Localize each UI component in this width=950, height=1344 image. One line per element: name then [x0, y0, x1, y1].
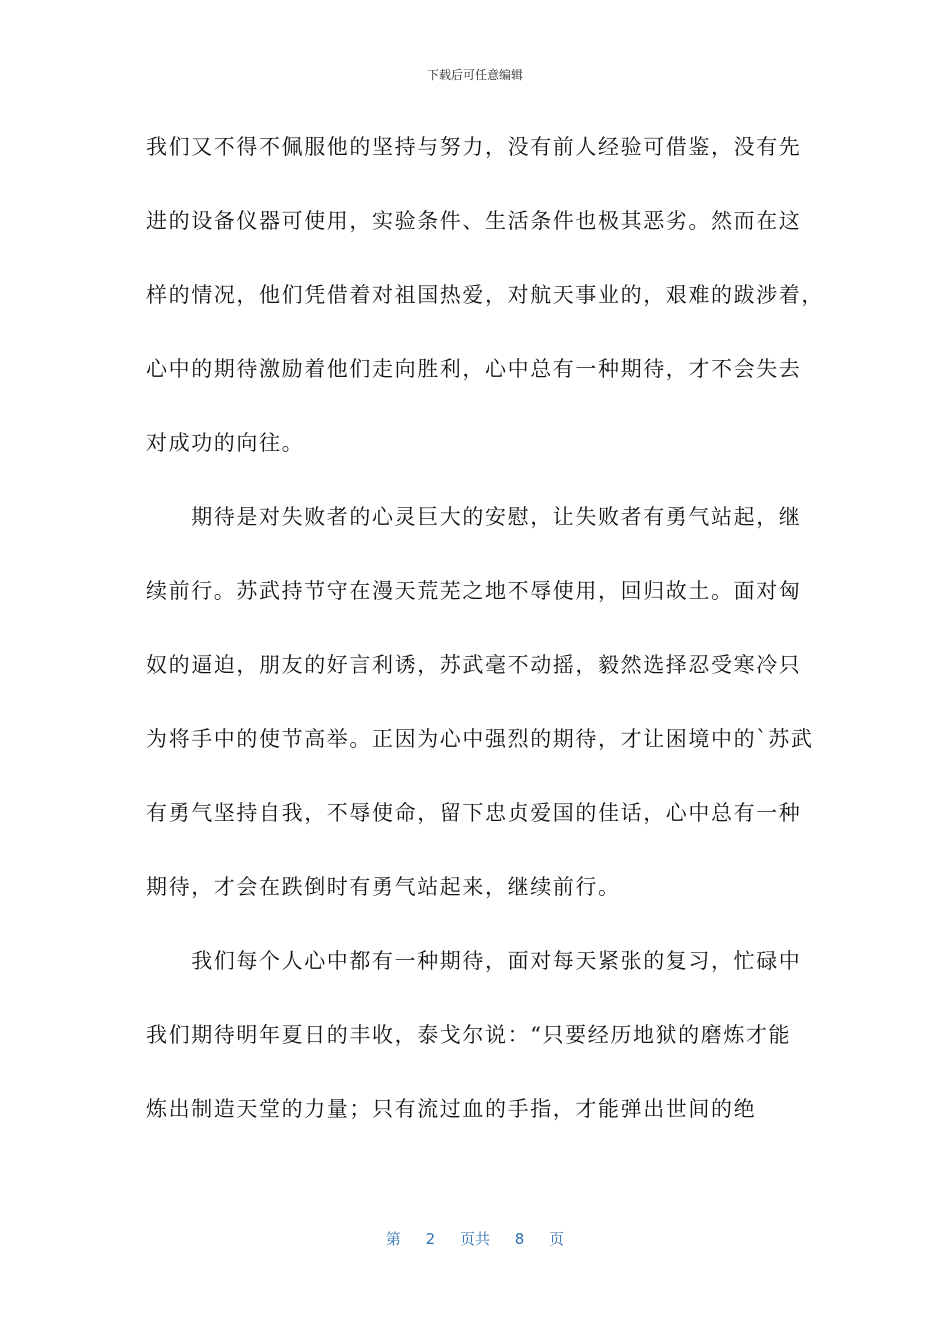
page-header: 下载后可任意编辑 — [426, 68, 523, 82]
text-line: 我们期待明年夏日的丰收，泰戈尔说：“只要经历地狱的磨炼才能 — [146, 1023, 792, 1047]
footer-label-ye-gong: 页共 — [459, 1230, 490, 1248]
text-line: 我们又不得不佩服他的坚持与努力，没有前人经验可借鉴，没有先 — [146, 135, 802, 159]
text-line: 样的情况，他们凭借着对祖国热爱，对航天事业的，艰难的跋涉着， — [146, 283, 824, 307]
footer-label-ye: 页 — [549, 1230, 565, 1248]
document-body — [146, 127, 824, 1163]
text-line: 有勇气坚持自我，不辱使命，留下忠贞爱国的佳话，心中总有一种 — [146, 801, 802, 825]
footer-page-number: 2 — [425, 1230, 436, 1248]
footer-label-di: 第 — [385, 1230, 401, 1248]
text-line: 我们每个人心中都有一种期待，面对每天紧张的复习，忙碌中 — [146, 949, 802, 973]
text-line: 进的设备仪器可使用，实验条件、生活条件也极其恶劣。然而在这 — [146, 209, 802, 233]
footer-total-pages: 8 — [514, 1230, 525, 1248]
text-line: 对成功的向往。 — [146, 431, 305, 455]
text-line: 奴的逼迫，朋友的好言利诱，苏武毫不动摇，毅然选择忍受寒冷只 — [146, 653, 802, 677]
text-line: 为将手中的使节高举。正因为心中强烈的期待，才让困境中的`苏武 — [146, 727, 814, 751]
text-line: 炼出制造天堂的力量；只有流过血的手指，才能弹出世间的绝 — [146, 1097, 757, 1121]
text-line: 期待是对失败者的心灵巨大的安慰，让失败者有勇气站起，继 — [146, 505, 802, 529]
page-footer — [0, 1228, 950, 1249]
text-line: 期待，才会在跌倒时有勇气站起来，继续前行。 — [146, 875, 621, 899]
text-line: 续前行。苏武持节守在漫天荒芜之地不辱使用，回归故土。面对匈 — [146, 579, 802, 603]
text-line: 心中的期待激励着他们走向胜利，心中总有一种期待，才不会失去 — [146, 357, 802, 381]
